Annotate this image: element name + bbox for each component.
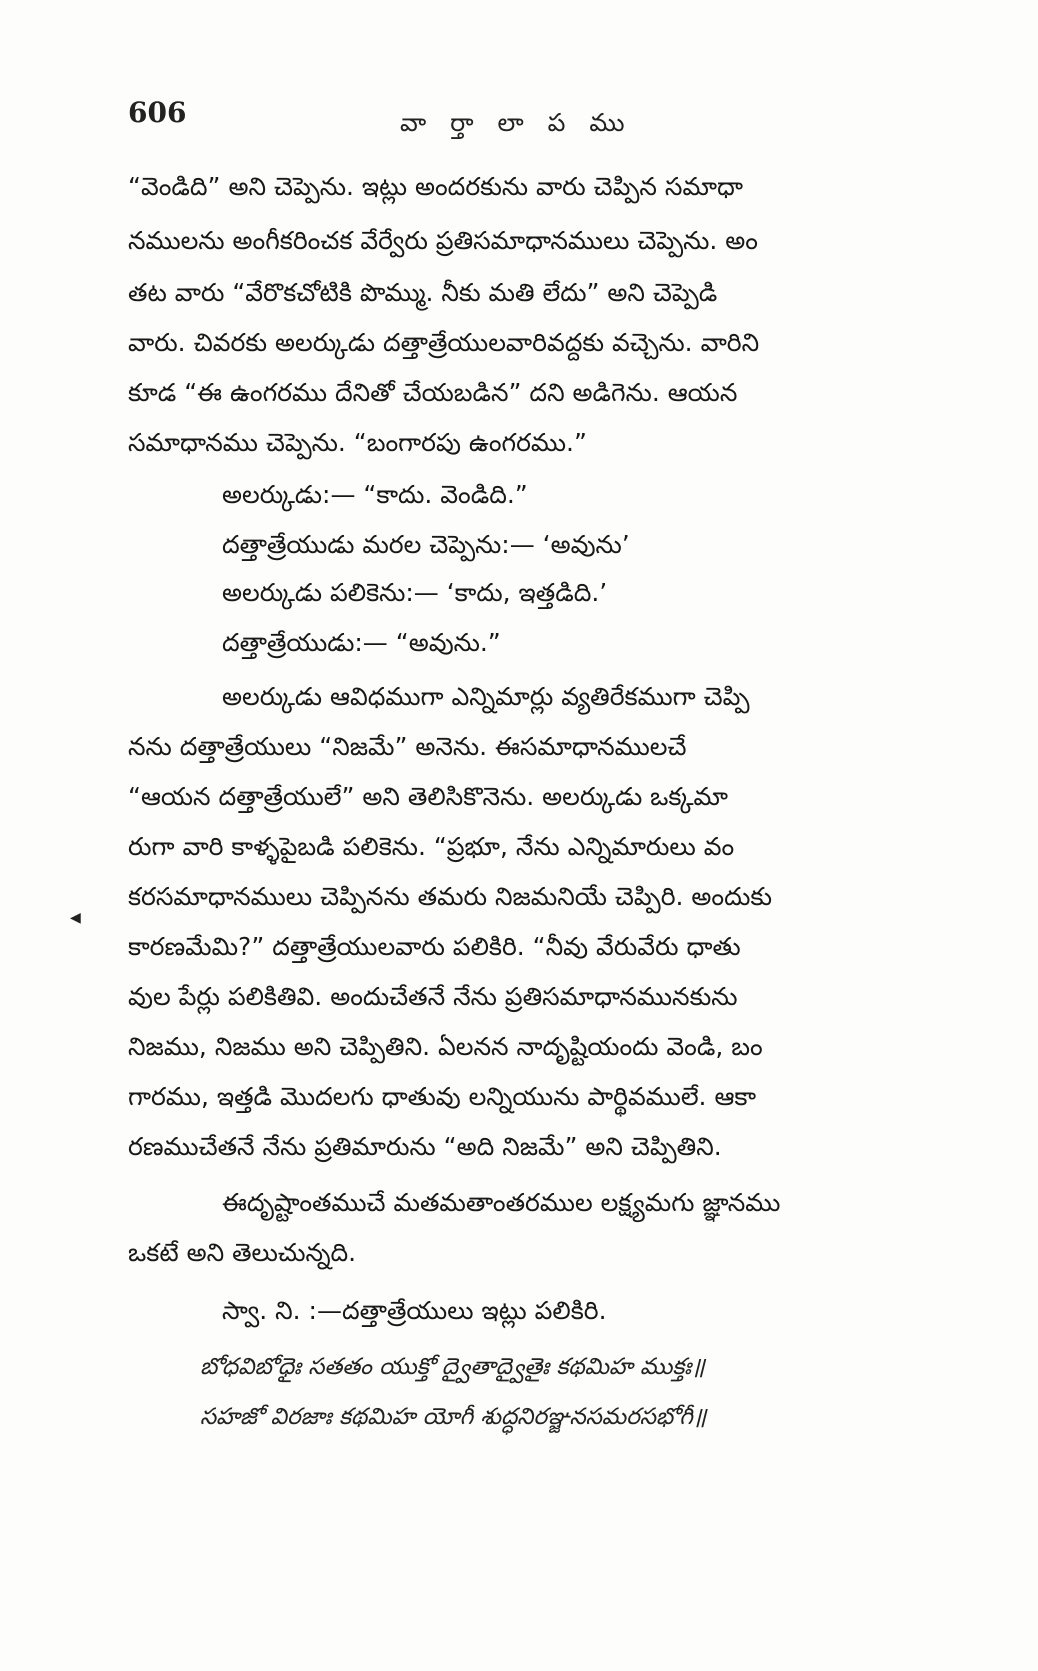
paragraph-2-line: అలర్కుడు ఆవిధముగా ఎన్నిమార్లు వ్యతిరేకముగా చెప్పి <box>222 682 750 711</box>
paragraph-1-line: కూడ “ఈ ఉంగరము దేనితో చేయబడిన” దని అడిగెను. ఆయన <box>128 378 738 407</box>
dialog-line: దత్తాత్రేయుడు మరల చెప్పెను:— ‘అవును’ <box>222 530 630 559</box>
dialog-line: దత్తాత్రేయుడు:— “అవును.” <box>222 628 501 657</box>
paragraph-2-line: “ఆయన దత్తాత్రేయులే” అని తెలిసికొనెను. అలర్కుడు ఒక్కమా <box>128 782 729 811</box>
paragraph-1-line: నములను అంగీకరించక వేర్వేరు ప్రతిసమాధానములు చెప్పెను. అం <box>128 226 758 255</box>
paragraph-3-line: ఒకటే అని తెలుచున్నది. <box>128 1238 357 1267</box>
running-head: వా ర్తా లా ప ము <box>400 108 633 137</box>
margin-mark-icon: ◀ <box>70 910 81 926</box>
paragraph-1-line: “వెండిది” అని చెప్పెను. ఇట్లు అందరకును వారు చెప్పిన సమాధా <box>128 172 743 201</box>
page-number: 606 <box>128 96 187 129</box>
paragraph-3-line: ఈదృష్టాంతముచే మతమతాంతరముల లక్ష్యమగు జ్ఞానము <box>222 1188 781 1217</box>
paragraph-2-line: నను దత్తాత్రేయులు “నిజమే” అనెను. ఈసమాధానములచే <box>128 732 687 761</box>
paragraph-2-line: కారణమేమి?” దత్తాత్రేయులవారు పలికిరి. “నీవు వేరువేరు ధాతు <box>128 932 741 961</box>
paragraph-2-line: నిజము, నిజము అని చెప్పితిని. ఏలనన నాదృష్టియందు వెండి, బం <box>128 1032 763 1061</box>
dialog-line: అలర్కుడు:— “కాదు. వెండిది.” <box>222 480 528 509</box>
paragraph-2-line: గారము, ఇత్తడి మొదలగు ధాతువు లన్నియును పార్థివములే. ఆకా <box>128 1082 757 1111</box>
paragraph-2-line: వుల పేర్లు పలికితివి. అందుచేతనే నేను ప్రతిసమాధానమునకును <box>128 982 738 1011</box>
dialog-line: అలర్కుడు పలికెను:— ‘కాదు, ఇత్తడిది.’ <box>222 578 608 607</box>
citation-line: స్వా. ని. :—దత్తాత్రేయులు ఇట్లు పలికిరి. <box>222 1296 607 1325</box>
paragraph-2-line: కరసమాధానములు చెప్పినను తమరు నిజమనియే చెప్పిరి. అందుకు <box>128 882 773 911</box>
paragraph-2-line: రణముచేతనే నేను ప్రతిమారును “అది నిజమే” అని చెప్పితిని. <box>128 1132 722 1161</box>
paragraph-1-line: తట వారు “వేరొకచోటికి పొమ్ము. నీకు మతి లేదు” అని చెప్పెడి <box>128 278 718 307</box>
verse-line: బోధవిబోధైః సతతం యుక్తో ద్వైతాద్వైతైః కథమిహ ముక్తః॥ <box>200 1354 705 1380</box>
paragraph-1-line: వారు. చివరకు అలర్కుడు దత్తాత్రేయులవారివద్దకు వచ్చెను. వారిని <box>128 328 760 357</box>
paragraph-1-line: సమాధానము చెప్పెను. “బంగారపు ఉంగరము.” <box>128 428 587 457</box>
paragraph-2-line: రుగా వారి కాళ్ళపైబడి పలికెను. “ప్రభూ, నేను ఎన్నిమారులు వం <box>128 832 735 861</box>
verse-line: సహజో విరజాః కథమిహ యోగీ శుద్ధనిరఞ్జనసమరసభోగీ॥ <box>200 1404 707 1430</box>
